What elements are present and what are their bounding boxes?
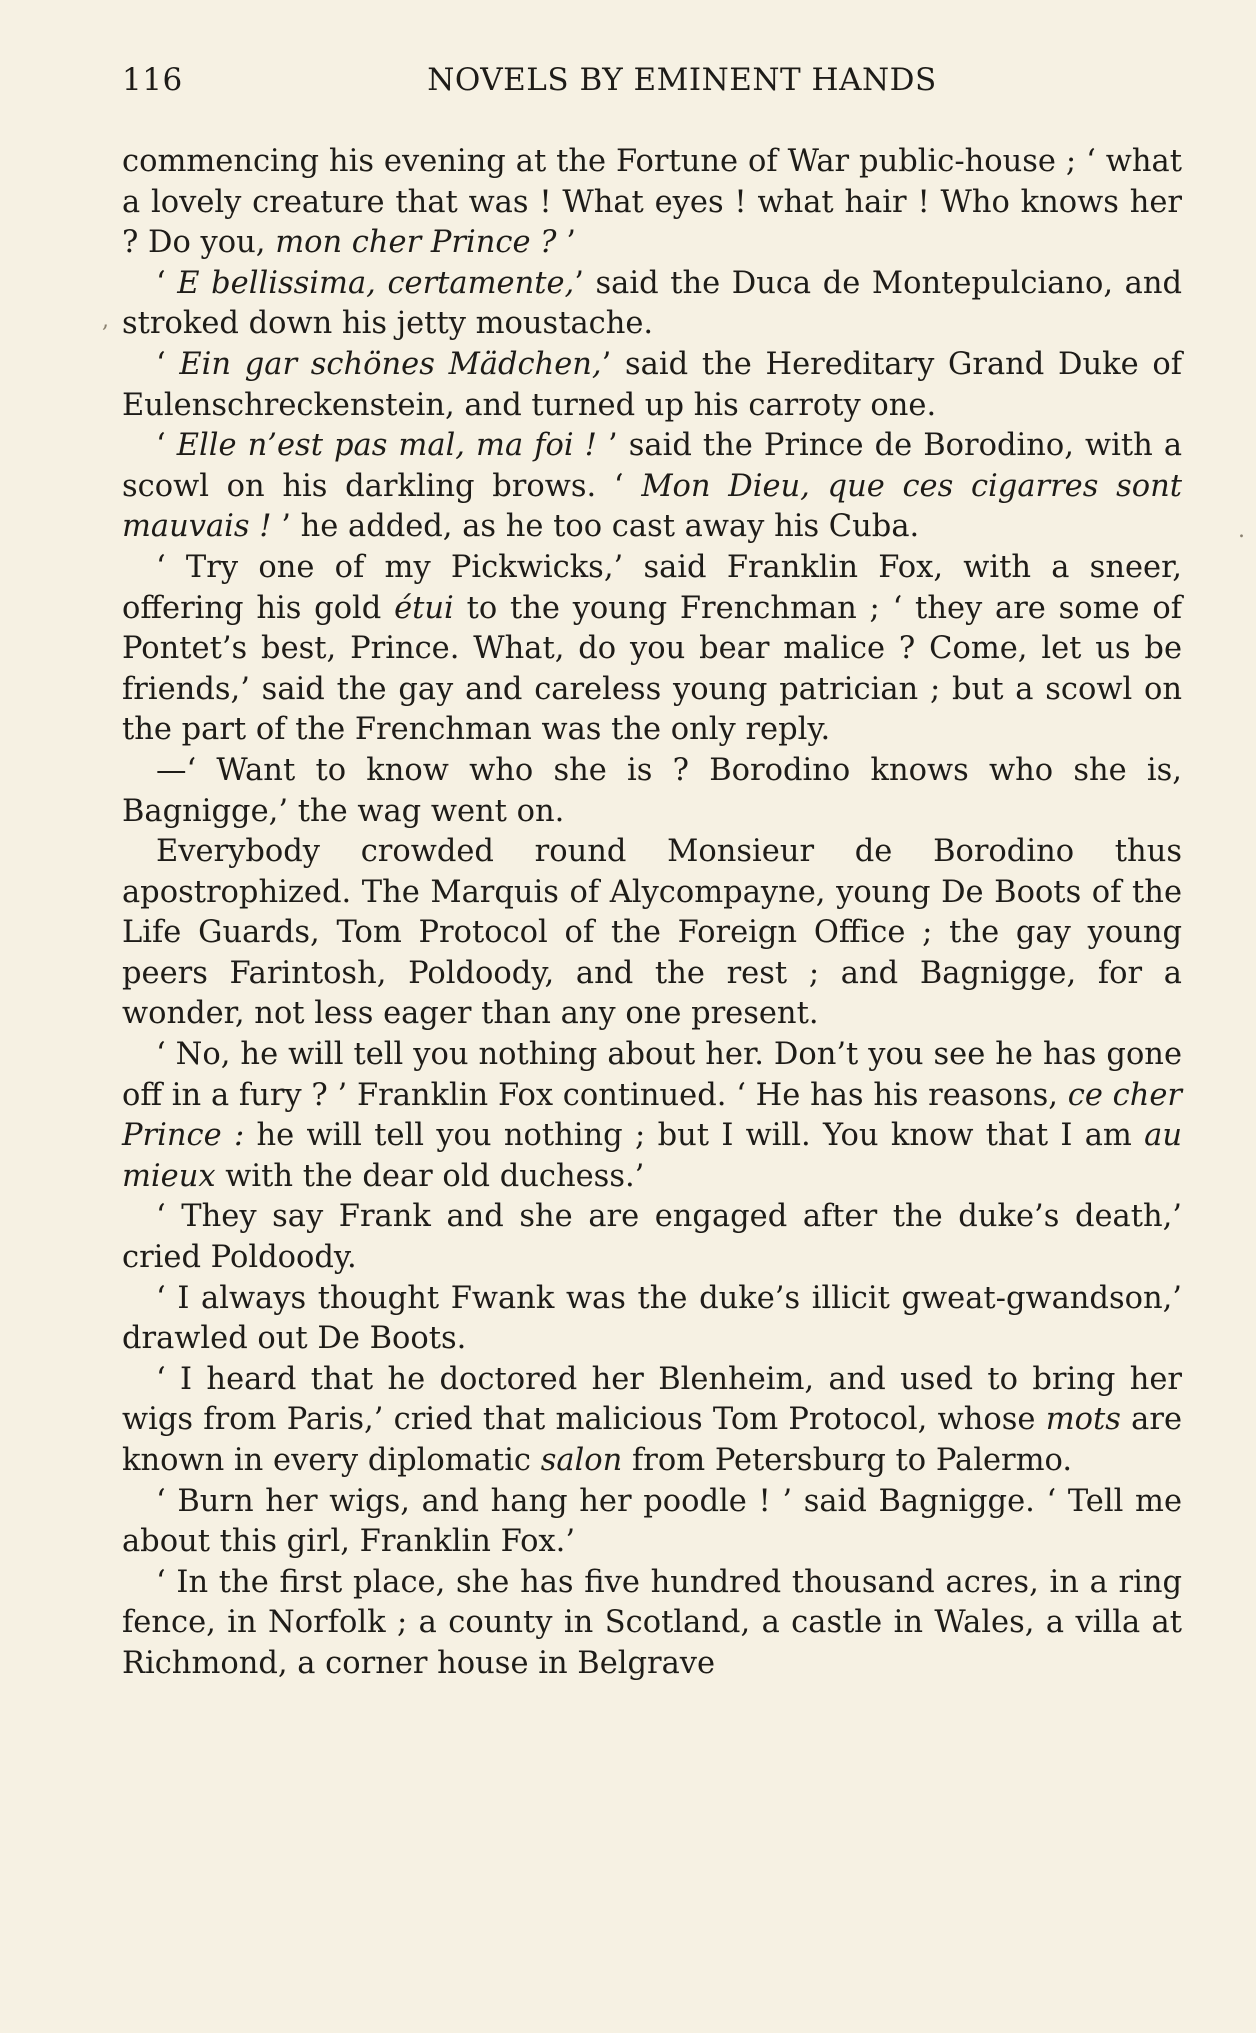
paragraph — [122, 426, 1182, 548]
text-run: ‘ Try one of my Pickwicks,’ said Franklin Fox, with a sneer, offering his gold — [122, 549, 1182, 626]
paragraph — [122, 1563, 1182, 1685]
text-run: ‘ I always thought Fwank was the duke’s illicit gweat-gwandson,’ drawled out De Boots. — [122, 1280, 1182, 1357]
text-run: ’ said the Prince de Borodino, with a scowl on his darkling brows. ‘ — [122, 428, 1182, 504]
text-run: ’ — [556, 225, 576, 261]
paragraph — [122, 142, 1182, 264]
paragraph — [122, 548, 1182, 751]
text-run: ‘ — [156, 265, 178, 301]
margin-mark: . — [1238, 518, 1245, 543]
text-run: are known in every diplomatic — [122, 1402, 1182, 1478]
italic-text: mon cher Prince ? — [275, 225, 557, 261]
text-run: ’ said the Hereditary Grand Duke of Eulenschreckenstein, and turned up his carroty one. — [122, 346, 1183, 423]
italic-text: E bellissima, certamente, — [177, 265, 575, 301]
paragraph — [122, 1360, 1182, 1482]
paragraph — [122, 1035, 1182, 1197]
text-run: from Petersburg to Palermo. — [622, 1443, 1073, 1478]
text-run: —‘ Want to know who she is ? Borodino knows who she is, Bagnigge,’ the wag went on. — [122, 752, 1182, 829]
text-run: ‘ — [156, 346, 180, 382]
paragraph — [122, 751, 1182, 832]
text-run: ‘ No, he will tell you nothing about her. Don’t you see he has gone off in a fury ? ’ Franklin Fox continued. ‘ He has his reasons, — [122, 1037, 1182, 1113]
italic-text: Ein gar schönes Mädchen, — [179, 346, 602, 382]
italic-text: mots — [1045, 1402, 1121, 1438]
paragraph — [122, 1197, 1182, 1278]
running-head: NOVELS BY EMINENT HANDS — [427, 62, 937, 98]
paragraph — [122, 1279, 1182, 1360]
text-run: ‘ Burn her wigs, and hang her poodle ! ’ said Bagnigge. ‘ Tell me about this girl, Franklin Fox.’ — [122, 1483, 1182, 1560]
margin-mark: , — [102, 308, 109, 333]
text-run: he will tell you nothing ; but I will. You know that I am — [244, 1118, 1145, 1154]
text-run: ’ said the Duca de Montepulciano, and stroked down his jetty moustache. — [122, 265, 1183, 342]
body-text — [122, 142, 1182, 1685]
paragraph — [122, 264, 1182, 345]
text-run: ‘ In the first place, she has five hundred thousand acres, in a ring fence, in Norfolk ; a county in Scotland, a castle in Wales, a villa at Richmond, a corner house in Belgrave — [122, 1564, 1182, 1681]
italic-text: Mon Dieu, que ces cigarres sont mauvais ! — [122, 468, 1182, 545]
text-run: ‘ — [156, 428, 177, 464]
text-run: with the dear old duchess.’ — [215, 1158, 645, 1194]
text-run: ’ he added, as he too cast away his Cuba. — [271, 509, 920, 545]
italic-text: étui — [394, 590, 454, 626]
text-run: to the young Frenchman ; ‘ they are some of Pontet’s best, Prince. What, do you bear malice ? Come, let us be friends,’ said the gay and careless young patrician ; but a scowl on the part of the Frenchman was the only reply. — [122, 590, 1182, 748]
italic-text: salon — [540, 1443, 623, 1478]
italic-text: ce cher Prince : — [122, 1077, 1182, 1154]
italic-text: au mieux — [122, 1118, 1182, 1194]
paragraph — [122, 1482, 1182, 1563]
page-number: 116 — [122, 62, 183, 98]
page-header — [122, 62, 1182, 112]
paragraph — [122, 345, 1182, 426]
text-run: Everybody crowded round Monsieur de Borodino thus apostrophized. The Marquis of Alycompayne, young De Boots of the Life Guards, Tom Protocol of the Foreign Office ; the gay young peers Farintosh, Poldoody, and the rest ; and Bagnigge, for a wonder, not less eager than any one present. — [122, 834, 1182, 1032]
paragraph — [122, 832, 1182, 1035]
text-run: ‘ They say Frank and she are engaged after the duke’s death,’ cried Poldoody. — [122, 1199, 1182, 1276]
italic-text: Elle n’est pas mal, ma foi ! — [176, 428, 597, 464]
text-run: ‘ I heard that he doctored her Blenheim, and used to bring her wigs from Paris,’ cried that malicious Tom Protocol, whose — [122, 1361, 1182, 1438]
text-run: commencing his evening at the Fortune of War public-house ; ‘ what a lovely creature that was ! What eyes ! what hair ! Who knows her ? Do you, — [122, 144, 1182, 261]
